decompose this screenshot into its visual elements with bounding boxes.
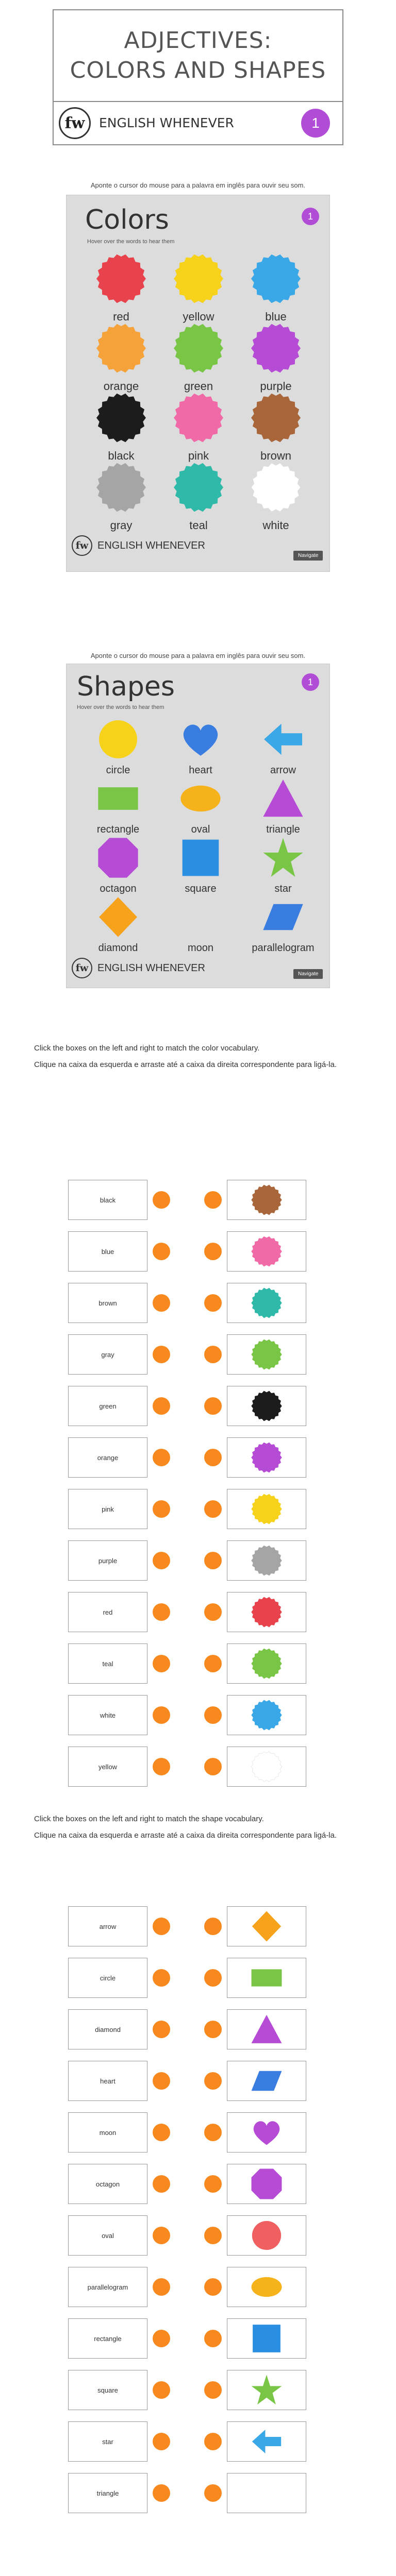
- match-connector-left[interactable]: [153, 1969, 170, 1987]
- match-left-blue[interactable]: blue: [68, 1231, 147, 1272]
- match-right-square[interactable]: [227, 2318, 306, 2359]
- brand-strip: [53, 102, 343, 145]
- color-item-blue[interactable]: [240, 253, 312, 324]
- color-label: blue: [265, 310, 287, 323]
- rectangle-icon: [96, 777, 140, 820]
- square-icon: [179, 836, 222, 879]
- page-title: ADJECTIVES:: [124, 27, 272, 54]
- match-right-rectangle[interactable]: [227, 1958, 306, 1998]
- match-right-color-swatch[interactable]: [227, 1540, 306, 1581]
- match-left-moon[interactable]: moon: [68, 2112, 147, 2153]
- color-swatch-icon: [251, 1493, 283, 1525]
- octagon-icon: [250, 2167, 283, 2200]
- match-connector-right[interactable]: [204, 1346, 222, 1363]
- match-connector-right[interactable]: [204, 2330, 222, 2347]
- shape-item-octagon[interactable]: [77, 836, 159, 895]
- shape-label: parallelogram: [252, 942, 315, 954]
- match-right-circle[interactable]: [227, 2215, 306, 2256]
- shape-item-oval[interactable]: [159, 777, 242, 836]
- match-right-star[interactable]: [227, 2370, 306, 2410]
- shape-label: triangle: [266, 824, 300, 835]
- match-right-diamond[interactable]: [227, 1906, 306, 1946]
- match-connector-left[interactable]: [153, 2484, 170, 2502]
- color-item-orange[interactable]: [85, 323, 157, 393]
- color-swatch-icon: [251, 1699, 283, 1731]
- color-swatch-icon: [251, 1235, 283, 1267]
- shape-label: moon: [187, 942, 214, 954]
- shape-item-moon[interactable]: [159, 895, 242, 954]
- match-connector-left[interactable]: [153, 1449, 170, 1466]
- color-item-green[interactable]: [162, 323, 235, 393]
- color-label: yellow: [183, 310, 214, 323]
- match-connector-left[interactable]: [153, 2175, 170, 2193]
- color-label: white: [262, 519, 289, 532]
- shape-label: arrow: [270, 765, 296, 776]
- color-swatch-icon: [251, 1390, 283, 1422]
- match-connector-right[interactable]: [204, 1758, 222, 1775]
- match-right-color-swatch[interactable]: [227, 1592, 306, 1632]
- shape-label: rectangle: [96, 824, 140, 835]
- color-label: gray: [110, 519, 133, 532]
- footer-brand: ENGLISH WHENEVER: [97, 539, 205, 551]
- shape-item-arrow[interactable]: [242, 718, 324, 776]
- match-left-gray[interactable]: gray: [68, 1334, 147, 1375]
- color-label: teal: [189, 519, 208, 532]
- rectangle-icon: [250, 1961, 283, 1994]
- shapes-card-badge: 1: [302, 673, 319, 691]
- match-connector-left[interactable]: [153, 1294, 170, 1312]
- color-item-pink[interactable]: [162, 392, 235, 463]
- match-connector-right[interactable]: [204, 1706, 222, 1724]
- match-connector-right[interactable]: [204, 2381, 222, 2399]
- square-icon: [250, 2322, 283, 2355]
- shape-match-instruction-pt: Clique na caixa da esquerda e arraste até a caixa da direita correspondente para ligá-la.: [34, 1831, 337, 1840]
- match-connector-left[interactable]: [153, 2227, 170, 2244]
- match-connector-right[interactable]: [204, 1294, 222, 1312]
- match-connector-right[interactable]: [204, 2124, 222, 2141]
- color-swatch-icon: [251, 1184, 283, 1216]
- match-connector-right[interactable]: [204, 1603, 222, 1621]
- match-connector-left[interactable]: [153, 1346, 170, 1363]
- color-label: pink: [188, 449, 209, 462]
- moon-icon: [250, 2477, 283, 2510]
- color-label: black: [108, 449, 135, 462]
- color-swatch-blue: [250, 253, 302, 304]
- shape-item-square[interactable]: [159, 836, 242, 895]
- footer-logo: fw: [72, 535, 92, 556]
- match-connector-left[interactable]: [153, 2021, 170, 2038]
- match-right-color-swatch[interactable]: [227, 1231, 306, 1272]
- match-connector-left[interactable]: [153, 2278, 170, 2296]
- match-right-color-swatch[interactable]: [227, 1283, 306, 1323]
- match-connector-left[interactable]: [153, 2381, 170, 2399]
- colors-navigate-button[interactable]: Navigate: [293, 551, 323, 561]
- diamond-icon: [96, 895, 140, 939]
- arrow-icon: [261, 718, 305, 761]
- brand-name: ENGLISH WHENEVER: [99, 115, 234, 130]
- match-connector-right[interactable]: [204, 2278, 222, 2296]
- color-label: green: [184, 380, 213, 393]
- match-connector-right[interactable]: [204, 2072, 222, 2090]
- match-left-yellow[interactable]: yellow: [68, 1747, 147, 1787]
- color-match-instruction-pt: Clique na caixa da esquerda e arraste até a caixa da direita correspondente para ligá-la.: [34, 1060, 337, 1069]
- shape-item-diamond[interactable]: [77, 895, 159, 954]
- match-left-pink[interactable]: pink: [68, 1489, 147, 1529]
- oval-icon: [250, 2270, 283, 2303]
- circle-icon: [250, 2219, 283, 2252]
- color-swatch-icon: [251, 1596, 283, 1628]
- title-box: [53, 9, 343, 102]
- color-swatch-icon: [251, 1442, 283, 1473]
- match-connector-right[interactable]: [204, 2227, 222, 2244]
- match-left-triangle[interactable]: triangle: [68, 2473, 147, 2513]
- match-left-black[interactable]: black: [68, 1180, 147, 1220]
- match-left-green[interactable]: green: [68, 1386, 147, 1426]
- colors-card: [66, 195, 330, 572]
- match-connector-left[interactable]: [153, 1706, 170, 1724]
- match-connector-left[interactable]: [153, 2330, 170, 2347]
- match-right-arrow[interactable]: [227, 2421, 306, 2462]
- match-connector-right[interactable]: [204, 1969, 222, 1987]
- triangle-icon: [250, 2013, 283, 2046]
- color-swatch-icon: [251, 1338, 283, 1370]
- match-left-heart[interactable]: heart: [68, 2061, 147, 2101]
- match-connector-left[interactable]: [153, 2072, 170, 2090]
- match-left-octagon[interactable]: octagon: [68, 2164, 147, 2204]
- match-right-oval[interactable]: [227, 2267, 306, 2307]
- parallelogram-icon: [250, 2064, 283, 2097]
- footer-logo: fw: [72, 958, 92, 978]
- color-swatch-purple: [250, 323, 302, 374]
- match-connector-left[interactable]: [153, 1397, 170, 1415]
- match-right-color-swatch[interactable]: [227, 1489, 306, 1529]
- match-left-star[interactable]: star: [68, 2421, 147, 2462]
- colors-card-footer: [72, 535, 205, 556]
- shapes-card-title: Shapes: [77, 671, 175, 702]
- shapes-card-subtitle: Hover over the words to hear them: [77, 704, 164, 710]
- match-right-color-swatch[interactable]: [227, 1747, 306, 1787]
- color-match-instructions: [34, 1043, 364, 1071]
- shape-label: circle: [106, 765, 130, 776]
- footer-brand: ENGLISH WHENEVER: [97, 962, 205, 974]
- match-connector-left[interactable]: [153, 1655, 170, 1672]
- match-right-octagon[interactable]: [227, 2164, 306, 2204]
- hover-instruction: Aponte o cursor do mouse para a palavra em inglês para ouvir seu som.: [90, 181, 306, 189]
- oval-icon: [179, 777, 222, 820]
- color-swatch-icon: [251, 1648, 283, 1680]
- shape-label: diamond: [98, 942, 138, 954]
- color-swatch-icon: [251, 1545, 283, 1577]
- match-connector-left[interactable]: [153, 2433, 170, 2450]
- shape-label: square: [185, 883, 217, 894]
- moon-icon: [179, 895, 222, 939]
- match-left-oval[interactable]: oval: [68, 2215, 147, 2256]
- match-left-orange[interactable]: orange: [68, 1437, 147, 1478]
- parallelogram-icon: [261, 895, 305, 939]
- shapes-card-footer: [72, 958, 205, 978]
- match-connector-right[interactable]: [204, 2021, 222, 2038]
- match-connector-right[interactable]: [204, 1500, 222, 1518]
- match-connector-right[interactable]: [204, 1397, 222, 1415]
- hover-instruction-2: Aponte o cursor do mouse para a palavra em inglês para ouvir seu som.: [90, 652, 306, 659]
- color-swatch-red: [95, 253, 147, 304]
- match-connector-left[interactable]: [153, 1191, 170, 1209]
- match-left-rectangle[interactable]: rectangle: [68, 2318, 147, 2359]
- level-badge: 1: [301, 109, 330, 138]
- star-icon: [261, 836, 305, 879]
- color-item-purple[interactable]: [240, 323, 312, 393]
- color-item-red[interactable]: [85, 253, 157, 324]
- octagon-icon: [96, 836, 140, 879]
- match-right-moon[interactable]: [227, 2473, 306, 2513]
- colors-card-title: Colors: [85, 205, 169, 235]
- circle-icon: [96, 718, 140, 761]
- match-connector-right[interactable]: [204, 1191, 222, 1209]
- match-right-color-swatch[interactable]: [227, 1386, 306, 1426]
- color-swatch-orange: [95, 323, 147, 374]
- color-swatch-green: [173, 323, 224, 374]
- match-connector-left[interactable]: [153, 1243, 170, 1260]
- color-label: purple: [260, 380, 292, 393]
- shape-item-circle[interactable]: [77, 718, 159, 776]
- match-right-triangle[interactable]: [227, 2009, 306, 2049]
- shape-item-heart[interactable]: [159, 718, 242, 776]
- match-connector-right[interactable]: [204, 2175, 222, 2193]
- match-right-color-swatch[interactable]: [227, 1180, 306, 1220]
- triangle-icon: [261, 777, 305, 820]
- match-left-teal[interactable]: teal: [68, 1643, 147, 1684]
- heart-icon: [179, 718, 222, 761]
- match-connector-right[interactable]: [204, 2484, 222, 2502]
- shapes-navigate-button[interactable]: Navigate: [293, 969, 323, 979]
- color-swatch-black: [95, 392, 147, 444]
- match-connector-left[interactable]: [153, 1552, 170, 1569]
- match-left-diamond[interactable]: diamond: [68, 2009, 147, 2049]
- match-connector-right[interactable]: [204, 1655, 222, 1672]
- page-header: [53, 9, 343, 148]
- shape-match-instruction-en: Click the boxes on the left and right to match the shape vocabulary.: [34, 1815, 264, 1823]
- match-connector-left[interactable]: [153, 1603, 170, 1621]
- match-connector-left[interactable]: [153, 1918, 170, 1935]
- match-left-arrow[interactable]: arrow: [68, 1906, 147, 1946]
- shape-item-star[interactable]: [242, 836, 324, 895]
- brand-logo: fw: [59, 107, 91, 139]
- shape-match-instructions: [34, 1814, 364, 1841]
- shape-label: star: [274, 883, 292, 894]
- match-left-red[interactable]: red: [68, 1592, 147, 1632]
- color-swatch-pink: [173, 392, 224, 444]
- match-right-color-swatch[interactable]: [227, 1643, 306, 1684]
- color-item-brown[interactable]: [240, 392, 312, 463]
- match-left-square[interactable]: square: [68, 2370, 147, 2410]
- shape-label: heart: [189, 765, 212, 776]
- match-connector-right[interactable]: [204, 1918, 222, 1935]
- color-swatch-brown: [250, 392, 302, 444]
- match-left-circle[interactable]: circle: [68, 1958, 147, 1998]
- match-left-brown[interactable]: brown: [68, 1283, 147, 1323]
- match-left-purple[interactable]: purple: [68, 1540, 147, 1581]
- page-subtitle: COLORS AND SHAPES: [70, 57, 326, 83]
- color-swatch-teal: [173, 462, 224, 513]
- color-swatch-icon: [251, 1751, 283, 1783]
- color-label: red: [113, 310, 129, 323]
- colors-card-badge: 1: [302, 208, 319, 225]
- color-swatch-gray: [95, 462, 147, 513]
- color-label: brown: [260, 449, 291, 462]
- color-swatch-icon: [251, 1287, 283, 1319]
- match-right-parallelogram[interactable]: [227, 2061, 306, 2101]
- colors-card-subtitle: Hover over the words to hear them: [87, 239, 175, 245]
- match-connector-left[interactable]: [153, 2124, 170, 2141]
- match-left-white[interactable]: white: [68, 1695, 147, 1735]
- color-swatch-white: [250, 462, 302, 513]
- match-right-heart[interactable]: [227, 2112, 306, 2153]
- match-connector-left[interactable]: [153, 1500, 170, 1518]
- shape-label: octagon: [100, 883, 137, 894]
- diamond-icon: [250, 1910, 283, 1943]
- shape-item-triangle[interactable]: [242, 777, 324, 836]
- color-item-white[interactable]: [240, 462, 312, 532]
- match-connector-left[interactable]: [153, 1758, 170, 1775]
- star-icon: [250, 2374, 283, 2406]
- shape-label: oval: [191, 824, 210, 835]
- color-item-teal[interactable]: [162, 462, 235, 532]
- color-item-black[interactable]: [85, 392, 157, 463]
- match-left-parallelogram[interactable]: parallelogram: [68, 2267, 147, 2307]
- match-connector-right[interactable]: [204, 1552, 222, 1569]
- shape-item-rectangle[interactable]: [77, 777, 159, 836]
- shapes-card: [66, 664, 330, 988]
- arrow-icon: [250, 2425, 283, 2458]
- color-label: orange: [103, 380, 139, 393]
- color-match-instruction-en: Click the boxes on the left and right to match the color vocabulary.: [34, 1044, 260, 1053]
- match-connector-right[interactable]: [204, 1449, 222, 1466]
- color-swatch-yellow: [173, 253, 224, 304]
- shape-item-parallelogram[interactable]: [242, 895, 324, 954]
- match-right-color-swatch[interactable]: [227, 1334, 306, 1375]
- match-right-color-swatch[interactable]: [227, 1437, 306, 1478]
- match-connector-right[interactable]: [204, 1243, 222, 1260]
- match-connector-right[interactable]: [204, 2433, 222, 2450]
- heart-icon: [250, 2116, 283, 2149]
- color-item-yellow[interactable]: [162, 253, 235, 324]
- match-right-color-swatch[interactable]: [227, 1695, 306, 1735]
- color-item-gray[interactable]: [85, 462, 157, 532]
